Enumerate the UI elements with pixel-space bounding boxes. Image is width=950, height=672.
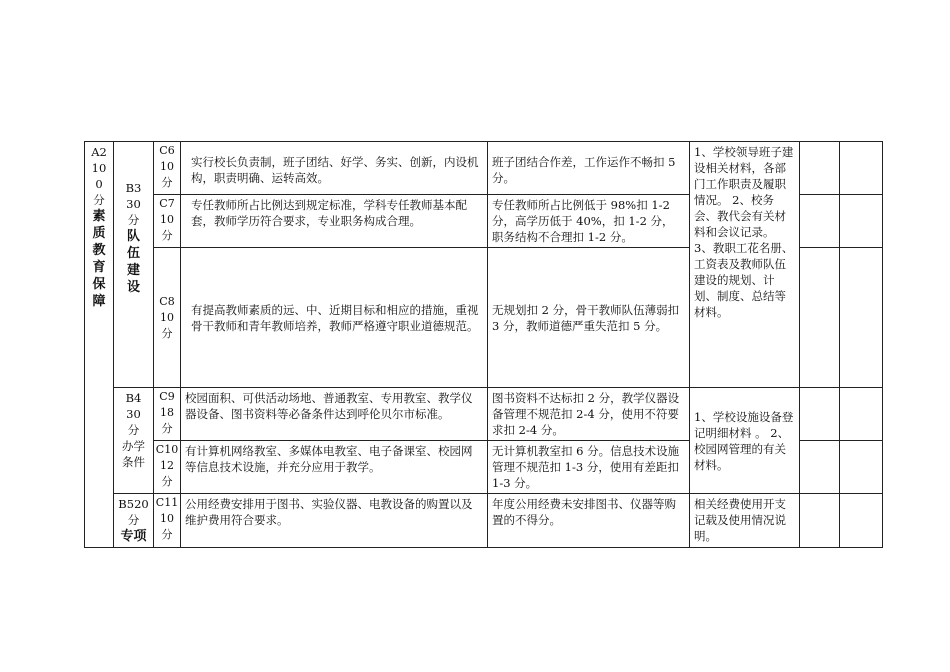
c11-code-line: 分 — [161, 528, 173, 541]
b5-title: 专项 — [120, 529, 147, 544]
c6-code-line: 分 — [161, 176, 173, 189]
a2-code-line: 分 — [93, 193, 105, 207]
c7-content: 专任教师所占比例达到规定标准，学科专任教师基本配套，教师学历符合要求，专业职务构成合理。 — [181, 195, 488, 248]
c9-code-line: 分 — [161, 422, 173, 435]
a2-code-line: 0 — [95, 177, 103, 191]
c10-code-line: C10 — [155, 443, 179, 456]
c11-code-cell — [154, 494, 181, 548]
c9-remark-cell — [840, 388, 883, 441]
c10-code-line: 分 — [161, 475, 173, 488]
c6-content: 实行校长负责制，班子团结、好学、务实、创新，内设机构，职责明确、运转高效。 — [181, 142, 488, 195]
b3-title-char: 队 — [126, 229, 140, 244]
c11-code-line: 10 — [160, 512, 174, 525]
b5-indicator-cell — [114, 494, 154, 548]
c7-remark-cell — [840, 195, 883, 248]
c9-deduction: 图书资料不达标扣 2 分，教学仪器设备管理不规范扣 2-4 分，使用不符要求扣 2-4 分。 — [488, 388, 690, 441]
a2-title-char: 素 — [92, 209, 106, 224]
c9-content: 校园面积、可供活动场地、普通教室、专用教室、教学仪器设备、图书资料等必备条件达到呼伦贝尔市标准。 — [181, 388, 488, 441]
b4-code-line: 分 — [127, 423, 140, 437]
b4-code-line: B4 — [125, 391, 142, 405]
c8-deduction: 无规划扣 2 分，骨干教师队伍薄弱扣 3 分，教师道德严重失范扣 5 分。 — [488, 248, 690, 388]
a2-indicator-cell — [85, 142, 114, 548]
b3-title-char: 建 — [126, 263, 140, 278]
c8-code-cell — [154, 248, 181, 388]
c7-code-cell — [154, 195, 181, 248]
c6-score-cell — [800, 142, 840, 195]
a2-code-line: A2 — [91, 145, 107, 159]
b3-materials: 1、学校领导班子建设相关材料，各部门工作职责及履职情况。 2、校务会、教代会有关材料和会议记录。 3、教职工花名册、工资表及教师队伍建设的规划、计划、制度、总结等材料。 — [690, 142, 800, 388]
c8-code-line: 10 — [160, 310, 174, 324]
c6-deduction: 班子团结合作差，工作运作不畅扣 5 分。 — [488, 142, 690, 195]
c7-code-line: 10 — [160, 213, 174, 226]
b3-title-char: 设 — [126, 280, 140, 295]
a2-title-char: 保 — [92, 277, 106, 292]
a2-title-char: 质 — [92, 226, 106, 241]
b4-code-line: 30 — [126, 407, 141, 421]
c7-score-cell — [800, 195, 840, 248]
c9-code-line: C9 — [159, 390, 175, 403]
c8-code-line: C8 — [159, 294, 175, 308]
c7-deduction: 专任教师所占比例低于 98%扣 1-2 分，高学历低于 40%，扣 1-2 分，职务结构不合理扣 1-2 分。 — [488, 195, 690, 248]
c11-code-line: C11 — [155, 496, 179, 509]
c8-code-line: 分 — [161, 326, 173, 340]
c8-score-cell — [800, 248, 840, 388]
b5-code-line: B520 — [118, 497, 149, 511]
c9-code-cell — [154, 388, 181, 441]
b3-code-line: 分 — [127, 213, 140, 227]
c10-deduction: 无计算机教室扣 6 分。信息技术设施管理不规范扣 1-3 分，使用有差距扣 1-3 分。 — [488, 441, 690, 494]
c11-score-cell — [800, 494, 840, 548]
c7-code-line: 分 — [161, 229, 173, 242]
c11-remark-cell — [840, 494, 883, 548]
b3-indicator-cell — [114, 142, 154, 388]
a2-title-char: 障 — [92, 294, 106, 309]
b4-code-line: 条件 — [122, 455, 145, 469]
c10-content: 有计算机网络教室、多媒体电教室、电子备课室、校园网等信息技术设施，并充分应用于教学。 — [181, 441, 488, 494]
a2-title-char: 教 — [92, 243, 106, 258]
evaluation-table — [84, 141, 883, 548]
b5-materials: 相关经费使用开支记载及使用情况说明。 — [690, 494, 800, 548]
c11-deduction: 年度公用经费未安排图书、仪器等购置的不得分。 — [488, 494, 690, 548]
b3-code-line: B3 — [125, 181, 142, 195]
c7-code-line: C7 — [159, 197, 175, 210]
c11-content: 公用经费安排用于图书、实验仪器、电教设备的购置以及维护费用符合要求。 — [181, 494, 488, 548]
c8-content: 有提高教师素质的远、中、近期目标和相应的措施，重视骨干教师和青年教师培养，教师严格遵守职业道德规范。 — [181, 248, 488, 388]
b3-title-char: 伍 — [126, 246, 140, 261]
c10-score-cell — [800, 441, 840, 494]
c10-code-cell — [154, 441, 181, 494]
c6-code-cell — [154, 142, 181, 195]
b4-indicator-cell — [114, 388, 154, 494]
c6-code-line: 10 — [160, 160, 174, 173]
c10-remark-cell — [840, 441, 883, 494]
c8-remark-cell — [840, 248, 883, 388]
b3-code-line: 30 — [126, 197, 141, 211]
c6-code-line: C6 — [159, 144, 175, 157]
c9-score-cell — [800, 388, 840, 441]
c9-code-line: 18 — [160, 406, 174, 419]
b5-code-line: 分 — [127, 513, 140, 527]
a2-title-char: 育 — [92, 260, 106, 275]
b4-code-line: 办学 — [122, 439, 145, 453]
a2-code-line: 10 — [91, 161, 107, 175]
c6-remark-cell — [840, 142, 883, 195]
c10-code-line: 12 — [160, 459, 174, 472]
b4-materials: 1、学校设施设备登记明细材料 。 2、校园网管理的有关材料。 — [690, 388, 800, 494]
